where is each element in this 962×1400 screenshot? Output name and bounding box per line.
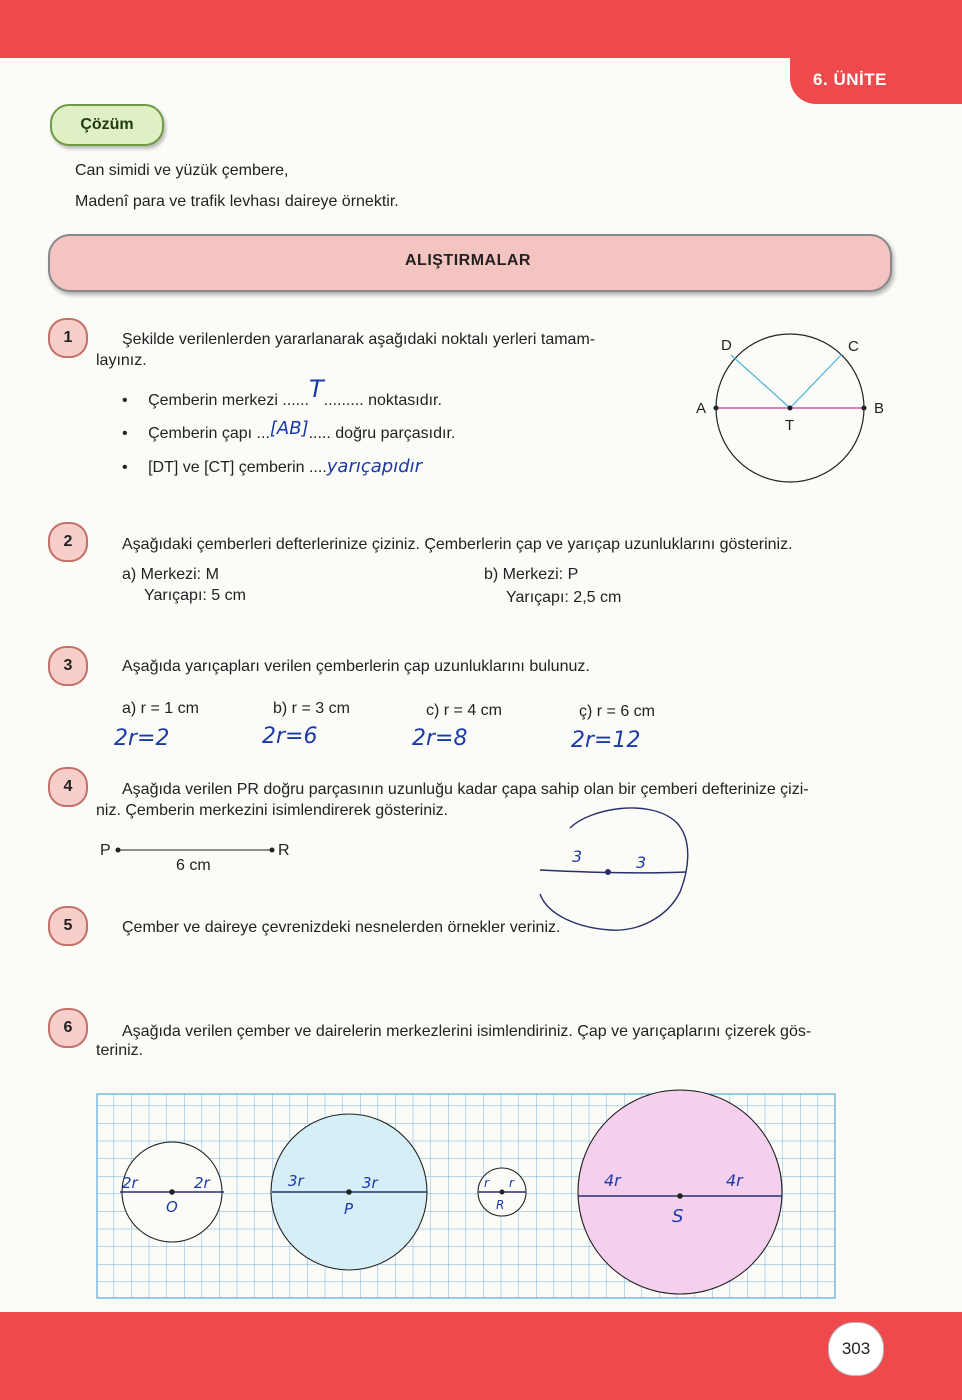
solution-line-2: Madenî para ve trafik levhası daireye örnektir.: [75, 193, 399, 210]
q1-text-1: Şekilde verilenlerden yararlanarak aşağıdaki noktalı yerleri tamam-: [122, 331, 596, 348]
q4-handdrawn-center: [605, 869, 611, 875]
bottom-band: [0, 1312, 962, 1400]
q1-label-d: D: [721, 337, 732, 354]
q2-b-line-2: Yarıçapı: 2,5 cm: [506, 589, 622, 606]
page-number: 303: [828, 1322, 884, 1376]
q6-text-1: Aşağıda verilen çember ve dairelerin merkezlerini isimlendiriniz. Çap ve yarıçaplarını çizerek gös-: [122, 1023, 812, 1040]
q2-text: Aşağıdaki çemberleri defterlerinize çiziniz. Çemberlerin çap ve yarıçap uzunluklarını gösteriniz.: [122, 536, 793, 553]
q6-c1-right: 2r: [194, 1174, 210, 1192]
q6-c3-right: r: [509, 1176, 514, 1190]
q6-c2-left: 3r: [288, 1172, 304, 1190]
q1-bullet-3: [122, 456, 422, 479]
q6-c1-left: 2r: [122, 1174, 138, 1192]
question-number-2: 2: [48, 522, 88, 562]
q4-handdrawn-arc: [540, 808, 688, 930]
q2-b-line-1: b) Merkezi: P: [484, 566, 579, 583]
question-number-3: 3: [48, 646, 88, 686]
q1-radius-dt: [731, 355, 790, 408]
bullet-dot: •: [122, 459, 128, 476]
q1-point-b: [862, 406, 867, 411]
q6-c4-left: 4r: [604, 1171, 621, 1190]
q1-bullet-2: [122, 418, 456, 445]
q1-b1-pre: Çemberin merkezi ......: [148, 392, 309, 409]
q3-item-a: a) r = 1 cm: [122, 700, 199, 717]
question-number-1: 1: [48, 318, 88, 358]
q6-c4-center-label: S: [672, 1206, 684, 1227]
q1-label-c: C: [848, 338, 859, 355]
q3-item-cc: ç) r = 6 cm: [579, 703, 656, 720]
q4-segment-pr: [96, 838, 306, 878]
q6-text-2: teriniz.: [96, 1042, 144, 1059]
q1-b1-post: ......... noktasıdır.: [323, 392, 442, 409]
q4-text-1: Aşağıda verilen PR doğru parçasının uzunluğu kadar çapa sahip olan bir çemberi defterinize çizi-: [122, 781, 809, 798]
q2-a-line-2: Yarıçapı: 5 cm: [144, 587, 246, 604]
q6-circle-4: [578, 1090, 782, 1294]
q4-point-r: [270, 848, 275, 853]
q4-label-r: R: [278, 842, 290, 859]
q3-answer-b: 2r=6: [262, 724, 318, 749]
q3-answer-cc: 2r=12: [571, 728, 641, 753]
q4-hw-left: 3: [572, 847, 583, 866]
q6-circle-4-center: [677, 1193, 683, 1199]
q3-item-c: c) r = 4 cm: [426, 702, 503, 719]
q6-c3-left: r: [484, 1176, 489, 1190]
unit-label: 6. ÜNİTE: [813, 70, 887, 89]
solution-label: Çözüm: [50, 104, 164, 146]
bullet-dot: •: [122, 425, 128, 442]
q6-c2-center-label: P: [344, 1200, 354, 1218]
q1-b2-answer: [AB]: [269, 418, 309, 439]
q6-c1-center-label: O: [166, 1198, 178, 1216]
q4-handdrawn-diameter: [540, 870, 686, 873]
bullet-dot: •: [122, 392, 128, 409]
q3-answer-a: 2r=2: [114, 726, 170, 751]
q1-label-b: B: [874, 400, 885, 417]
q3-text: Aşağıda yarıçapları verilen çemberlerin çap uzunluklarını bulunuz.: [122, 658, 590, 675]
question-number-6: 6: [48, 1008, 88, 1048]
q1-label-t: T: [785, 417, 795, 434]
q1-bullet-1: [122, 375, 442, 412]
q1-b2-pre: Çemberin çapı ...: [148, 425, 270, 442]
q6-c4-right: 4r: [726, 1171, 743, 1190]
q4-length: 6 cm: [176, 857, 211, 874]
q1-b1-answer: T: [309, 375, 324, 403]
q6-circle-3-center: [500, 1190, 505, 1195]
q1-b2-post: ..... doğru parçasıdır.: [308, 425, 456, 442]
q4-hw-right: 3: [636, 853, 647, 872]
q6-circle-2-center: [346, 1189, 352, 1195]
question-number-5: 5: [48, 906, 88, 946]
q1-label-a: A: [696, 400, 707, 417]
q2-a-line-1: a) Merkezi: M: [122, 566, 219, 583]
q4-label-p: P: [100, 842, 111, 859]
q3-answer-c: 2r=8: [412, 726, 468, 751]
q1-b3-pre: [DT] ve [CT] çemberin ....: [148, 459, 327, 476]
top-band: [0, 0, 962, 58]
q4-point-p: [116, 848, 121, 853]
q5-text: Çember ve daireye çevrenizdeki nesnelerden örnekler veriniz.: [122, 919, 561, 936]
question-number-4: 4: [48, 767, 88, 807]
q1-point-a: [714, 406, 719, 411]
exercises-title: ALIŞTIRMALAR: [405, 252, 531, 269]
solution-line-1: Can simidi ve yüzük çembere,: [75, 162, 289, 179]
q1-center-dot: [788, 406, 793, 411]
q6-c2-right: 3r: [362, 1174, 378, 1192]
q6-circle-1-center: [169, 1189, 175, 1195]
q1-radius-ct: [790, 354, 842, 408]
q1-text-2: layınız.: [96, 352, 147, 369]
q6-c3-center-label: R: [496, 1198, 505, 1212]
q6-grid-figure: [96, 1088, 838, 1300]
q1-b3-answer: yarıçapıdır: [326, 456, 423, 477]
q4-text-2: niz. Çemberin merkezini isimlendirerek gösteriniz.: [96, 802, 449, 819]
q1-circle-figure: [690, 326, 900, 492]
q3-item-b: b) r = 3 cm: [273, 700, 350, 717]
